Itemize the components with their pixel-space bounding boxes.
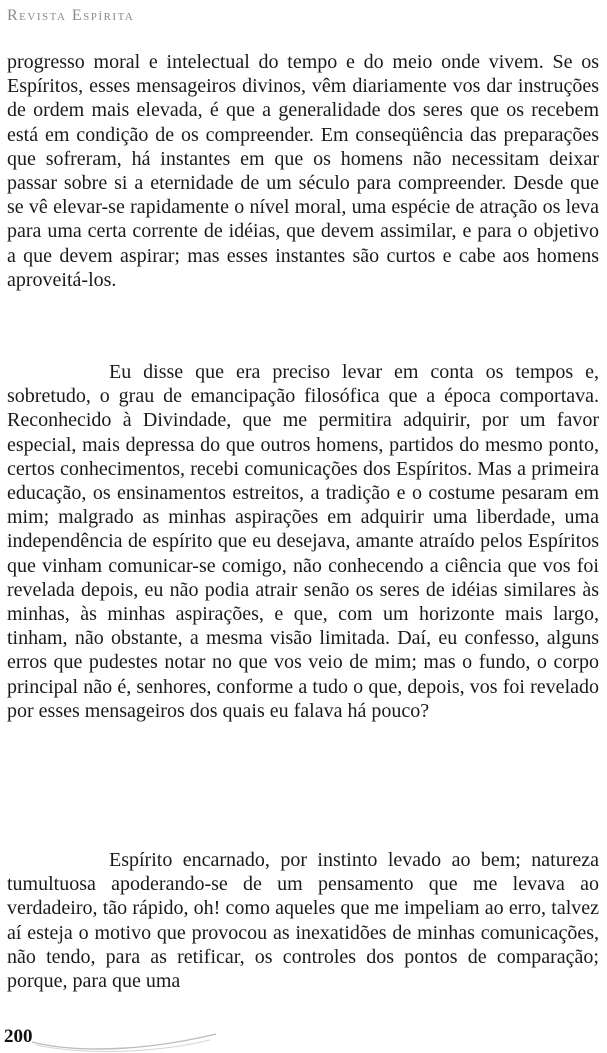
body-paragraph-3: Espírito encarnado, por instinto levado ao bem; natureza tumultuosa apoderando-se de um pensamento que me levava ao verdadeiro, tão rápido, oh! como aqueles que me impeliam ao erro, talvez aí esteja o motivo que provocou as inexatidões de minhas comunicações, não tendo, para as retificar, os controles dos pontos de comparação; porque, para que uma [7,849,599,993]
running-header: Revista Espírita [7,7,135,24]
body-paragraph-2: Eu disse que era preciso levar em conta os tempos e, sobretudo, o grau de emancipação filosófica que a época comportava. Reconhecido à Divindade, que me permitira adquirir, por um favor especial, mais depressa do que outros homens, partidos do mesmo ponto, certos conhecimentos, recebi comunicações dos Espíritos. Mas a primeira educação, os ensinamentos estreitos, a tradição e o costume pesaram em mim; malgrado as minhas aspirações em adquirir uma liberdade, uma independência de espírito que eu desejava, amante atraído pelos Espíritos que vinham comunicar-se comigo, não conhecendo a ciência que vos foi revelada depois, eu não podia atrair senão os seres de idéias similares às minhas, às minhas aspirações, e que, com um horizonte mais largo, tinham, não obstante, a mesma visão limitada. Daí, eu confesso, alguns erros que pudestes notar no que vos veio de mim; mas o fundo, o corpo principal não é, senhores, conforme a tudo o que, depois, vos foi revelado por esses mensageiros dos quais eu falava há pouco? [7,361,599,722]
body-paragraph-1: progresso moral e intelectual do tempo e do meio onde vivem. Se os Espíritos, esses mensageiros divinos, vêm diariamente vos dar instruções de ordem mais elevada, é que a generalidade dos seres que os recebem está em condição de os compreender. Em conseqüência das preparações que sofreram, há instantes em que os homens não necessitam deixar passar sobre si a eternidade de um século para compreender. Desde que se vê elevar-se rapidamente o nível moral, uma espécie de atração os leva para uma certa corrente de idéias, que devem assimilar, e para o objetivo a que devem aspirar; mas esses instantes são curtos e cabe aos homens aproveitá-los. [7,51,599,291]
page-number: 200 [4,1026,33,1047]
footer-swoosh-ornament [30,1020,220,1052]
